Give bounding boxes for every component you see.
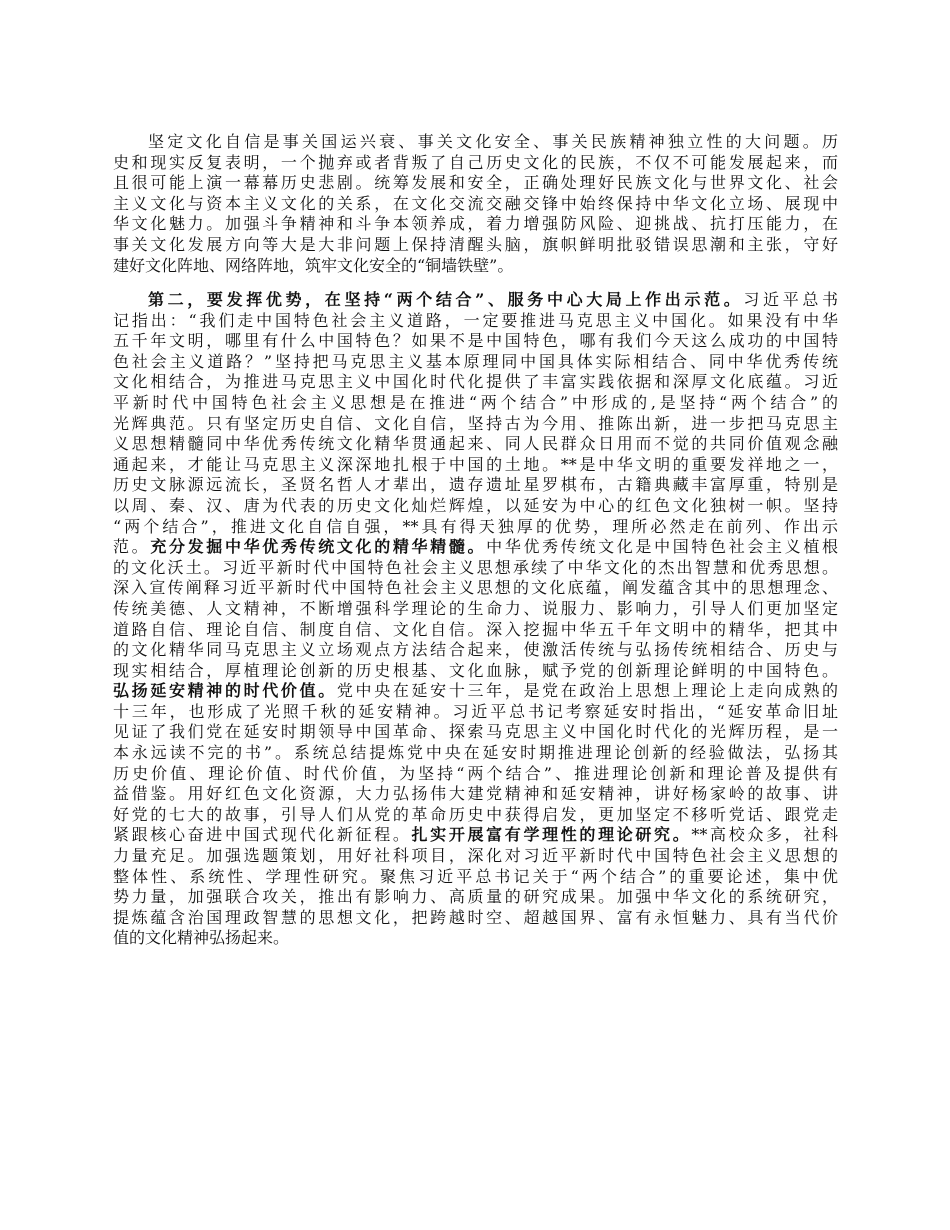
text-line [113,393,838,414]
text-line [113,578,838,599]
body-text: 光辉典范。只有坚定历史自信、文化自信，坚持古为今用、推陈出新，进一步把马克思主 [113,413,838,433]
body-text: 的文化沃土。习近平新时代中国特色社会主义思想承续了中华文化的杰出智慧和优秀思想。 [113,557,838,577]
text-line [113,311,838,332]
body-text: 文化相结合，为推进马克思主义中国化时代化提供了丰富实践依据和深厚文化底蕴。习近 [113,372,838,392]
body-text: “两个结合”，推进文化自信自强，**具有得天独厚的优势，理所必然走在前列、作出示 [113,516,838,536]
text-line [113,743,838,764]
body-text: 且很可能上演一幕幕历史悲剧。统筹发展和安全，正确处理好民族文化与世界文化、社会 [113,173,838,193]
body-text: 本永远读不完的书”。系统总结提炼党中央在延安时期推进理论创新的经验做法，弘扬其 [113,743,838,763]
body-text: 华文化魅力。加强斗争精神和斗争本领养成，着力增强防风险、迎挑战、抗打压能力，在 [113,214,838,234]
paragraph-two-combinations [113,290,838,949]
body-text: 党中央在延安十三年，是党在政治上思想上理论上走向成熟的 [336,681,838,701]
body-text: 提炼蕴含治国理政智慧的思想文化，把跨越时空、超越国界、富有永恒魅力、具有当代价 [113,907,838,927]
text-line [113,235,838,256]
body-text: 坚定文化自信是事关国运兴衰、事关文化安全、事关民族精神独立性的大问题。历 [148,132,838,151]
body-text: 史和现实反复表明，一个抛弃或者背叛了自己历史文化的民族，不仅不可能发展起来，而 [113,152,838,172]
body-text: 见证了我们党在延安时期领导中国革命、探索马克思主义中国化时代化的光辉历程，是一 [113,722,838,742]
body-text: 十三年，也形成了光照千秋的延安精神。习近平总书记考察延安时指出，“延安革命旧址 [113,701,838,721]
body-text: 事关文化发展方向等大是大非问题上保持清醒头脑，旗帜鲜明批驳错误思潮和主张，守好 [113,234,838,254]
body-text: 历史价值、理论价值、时代价值，为坚持“两个结合”、推进理论创新和理论普及提供有 [113,763,838,783]
text-line [113,928,838,949]
text-line [113,764,838,785]
body-text: 平新时代中国特色社会主义思想是在推进“两个结合”中形成的,是坚持“两个结合”的 [113,392,838,412]
text-line [113,455,838,476]
text-line [113,517,838,538]
body-text: 主义文化与资本主义文化的关系，在文化交流交融交锋中始终保持中华文化立场、展现中 [113,193,838,213]
paragraph-cultural-confidence [113,132,838,276]
bold-heading-text: 第二，要发挥优势，在坚持“两个结合”、服务中心大局上作出示范。 [148,290,744,309]
text-line [113,599,838,620]
body-text: 中华优秀传统文化是中国特色社会主义植根 [486,537,838,557]
body-text: 好党的七大的故事，引导人们从党的革命历史中获得启发，更加坚定不移听党话、跟党走 [113,804,838,824]
body-text: 建好文化阵地、网络阵地，筑牢文化安全的“铜墙铁壁”。 [113,255,514,275]
bold-heading-text: 弘扬延安精神的时代价值。 [113,681,337,701]
body-text: 通起来，才能让马克思主义深深地扎根于中国的土地。**是中华文明的重要发祥地之一， [113,454,838,474]
text-line [113,558,838,579]
bold-heading-text: 充分发掘中华优秀传统文化的精华精髓。 [150,537,487,557]
text-line [113,434,838,455]
body-text: 深入宣传阐释习近平新时代中国特色社会主义思想的文化底蕴，阐发蕴含其中的思想理念、 [113,578,838,598]
body-text: 道路自信、理论自信、制度自信、文化自信。深入挖掘中华五千年文明中的精华，把其中 [113,619,838,639]
body-text: **高校众多，社科 [691,825,838,845]
text-line [113,805,838,826]
text-line [113,887,838,908]
text-line [113,331,838,352]
text-line [113,681,838,702]
body-text: 益借鉴。用好红色文化资源，大力弘扬伟大建党精神和延安精神，讲好杨家岭的故事、讲 [113,784,838,804]
text-line [113,537,838,558]
text-line [113,256,838,277]
text-line [113,496,838,517]
body-text: 整体性、系统性、学理性研究。聚焦习近平总书记关于“两个结合”的重要论述，集中优 [113,866,838,886]
body-text: 现实相结合，厚植理论创新的历史根基、文化血脉，赋予党的创新理论鲜明的中国特色。 [113,660,838,680]
text-line [113,194,838,215]
body-text: 紧跟核心奋进中国式现代化新征程。 [113,825,412,845]
text-line [113,825,838,846]
body-text: 值的文化精神弘扬起来。 [113,928,290,948]
text-line [113,640,838,661]
body-text: 历史文脉源远流长，圣贤名哲人才辈出，遗存遗址星罗棋布，古籍典藏丰富厚重，特别是 [113,475,838,495]
text-line [113,414,838,435]
text-line [113,722,838,743]
body-text: 义思想精髓同中华优秀传统文化精华贯通起来、同人民群众日用而不觉的共同价值观念融 [113,434,838,454]
body-text: 的文化精华同马克思主义立场观点方法结合起来，使激活传统与弘扬传统相结合、历史与 [113,640,838,660]
body-text: 记指出：“我们走中国特色社会主义道路，一定要推进马克思主义中国化。如果没有中华 [113,310,838,330]
text-line [113,846,838,867]
text-line [113,661,838,682]
body-text: 色社会主义道路？”坚持把马克思主义基本原理同中国具体实际相结合、同中华优秀传统 [113,351,838,371]
body-text: 传统美德、人文精神，不断增强科学理论的生命力、说服力、影响力，引导人们更加坚定 [113,598,838,618]
text-line [113,153,838,174]
text-line [113,620,838,641]
text-line [113,702,838,723]
body-text: 以周、秦、汉、唐为代表的历史文化灿烂辉煌，以延安为中心的红色文化独树一帜。坚持 [113,495,838,515]
body-text: 范。 [113,537,151,557]
bold-heading-text: 扎实开展富有学理性的理论研究。 [411,825,692,845]
text-line [113,290,838,311]
body-text: 五千年文明，哪里有什么中国特色？如果不是中国特色，哪有我们今天这么成功的中国特 [113,331,838,351]
body-text: 力量充足。加强选题策划，用好社科项目，深化对习近平新时代中国特色社会主义思想的 [113,846,838,866]
body-text: 势力量，加强联合攻关，推出有影响力、高质量的研究成果。加强中华文化的系统研究， [113,887,838,907]
text-line [113,132,838,153]
text-line [113,908,838,929]
text-line [113,372,838,393]
text-line [113,352,838,373]
text-line [113,214,838,235]
body-text: 习近平总书 [743,290,838,309]
text-line [113,784,838,805]
text-line [113,867,838,888]
text-line [113,173,838,194]
text-line [113,475,838,496]
